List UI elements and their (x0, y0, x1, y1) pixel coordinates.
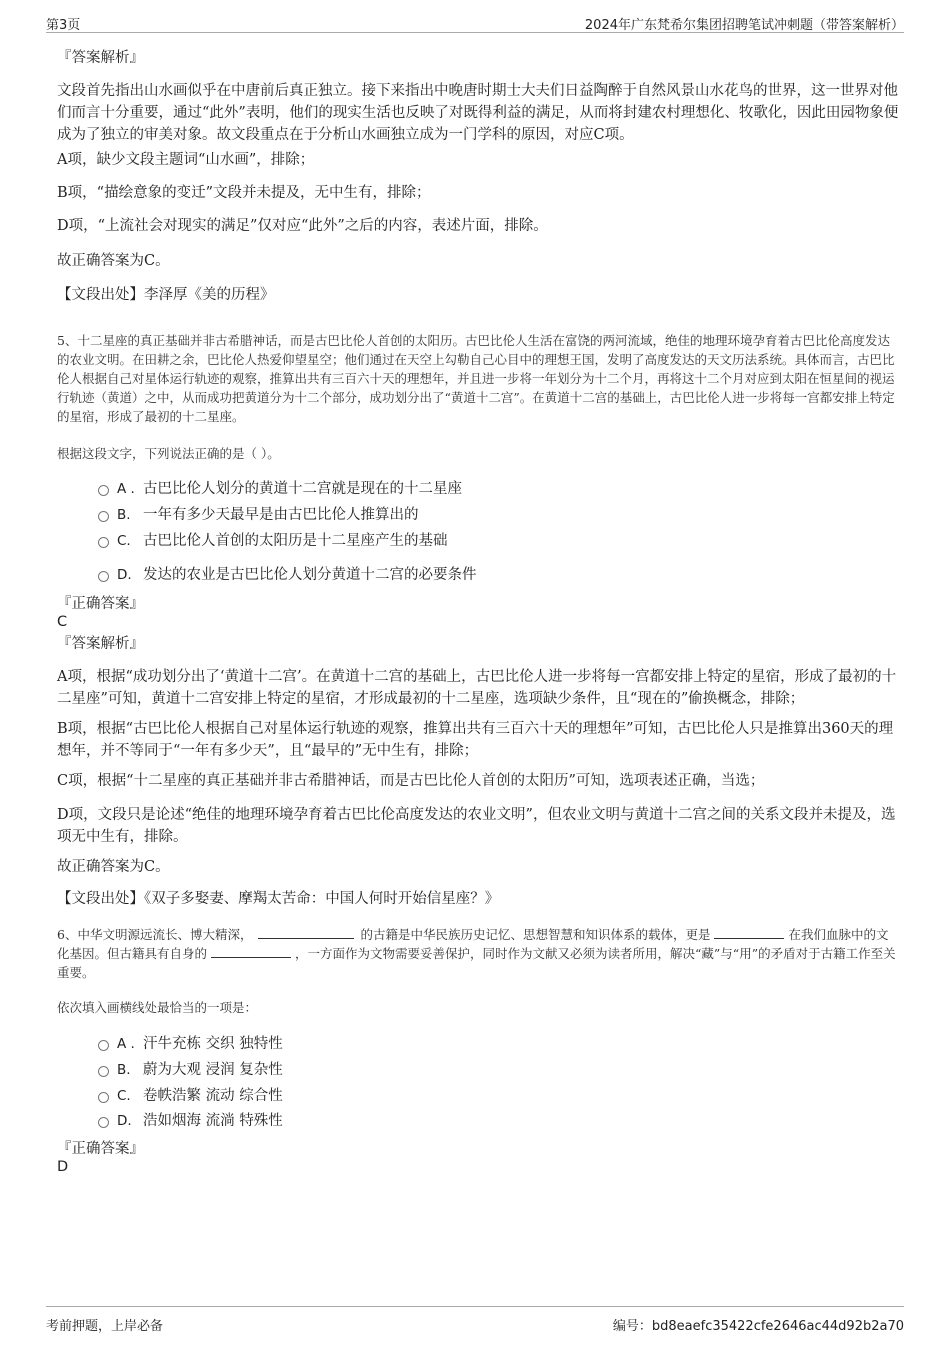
correct-answer: C (57, 614, 68, 630)
question-6-prompt: 依次填入画横线处最恰当的一项是： (57, 1000, 258, 1015)
answer-conclusion: 故正确答案为C。 (57, 859, 170, 875)
analysis-label: 『答案解析』 (57, 636, 144, 652)
analysis-option-b: B项，根据“古巴比伦人根据自己对星体运行轨迹的观察，推算出共有三百六十天的理想年”可知，古巴比伦人只是推算出360天的理想年，并不等同于“一年有多少天”，且“最早的”无中生有，排除； (57, 721, 894, 759)
radio-icon[interactable] (98, 1117, 109, 1128)
page-footer (46, 1306, 904, 1337)
correct-answer: D (57, 1159, 69, 1175)
analysis-option-a: A项，根据“成功划分出了‘黄道十二宫’。在黄道十二宫的基础上，古巴比伦人进一步将每一宫都安排上特定的星宿，形成了最初的十二星座”可知，黄道十二宫安排上特定的星宿，才形成最初的十二星座，选项缺少条件，且“现在的”偷换概念，排除； (57, 669, 897, 707)
question-6-stem: 6、中华文明源远流长、博大精深， 的古籍是中华民族历史记忆、思想智慧和知识体系的载体，更是 在我们血脉中的文化基因。但古籍具有自身的 ，一方面作为文物需要妥善保护，同时作为文献又必须为读者所用，解决“藏”与“用”的矛盾对于古籍工作至关重要。 (57, 927, 896, 980)
radio-icon[interactable] (98, 1092, 109, 1103)
radio-icon[interactable] (98, 1040, 109, 1051)
fill-blank-1[interactable] (258, 926, 354, 939)
analysis-option-d: D项，“上流社会对现实的满足”仅对应“此外”之后的内容，表述片面，排除。 (57, 218, 548, 234)
source-citation: 【文段出处】李泽厚《美的历程》 (57, 287, 275, 303)
fill-blank-3[interactable] (211, 945, 291, 958)
answer-conclusion: 故正确答案为C。 (57, 253, 170, 269)
analysis-paragraph: 文段首先指出山水画似乎在中唐前后真正独立。接下来指出中晚唐时期士大夫们日益陶醉于自然风景山水花鸟的世界，这一世界对他们而言十分重要，通过“此外”表明，他们的现实生活也反映了对既得利益的满足，从而将封建农村理想化、牧歌化，因此田园物象便成为了独立的审美对象。故文段重点在于分析山水画独立成为一门学科的原因，对应C项。 (57, 83, 899, 143)
q6-option-c[interactable]: C. 卷帙浩繁 流动 综合性 (98, 1085, 283, 1107)
q6-option-b[interactable]: B. 蔚为大观 浸润 复杂性 (98, 1059, 283, 1081)
q5-option-c[interactable]: C. 古巴比伦人首创的太阳历是十二星座产生的基础 (98, 530, 448, 552)
q5-option-d[interactable]: D. 发达的农业是古巴比伦人划分黄道十二宫的必要条件 (98, 564, 477, 586)
page-number: 第3页 (46, 18, 81, 33)
footer-slogan: 考前押题，上岸必备 (46, 1319, 164, 1334)
correct-answer-label: 『正确答案』 (57, 596, 144, 612)
page-header (46, 10, 904, 33)
correct-answer-label: 『正确答案』 (57, 1141, 144, 1157)
analysis-option-c: C项，根据“十二星座的真正基础并非古希腊神话，而是古巴比伦人首创的太阳历”可知，选项表述正确，当选； (57, 773, 765, 789)
q6-option-a[interactable]: A . 汗牛充栋 交织 独特性 (98, 1033, 283, 1055)
document-id: 编号：bd8eaefc35422cfe2646ac44d92b2a70 (612, 1319, 904, 1334)
q5-option-b[interactable]: B. 一年有多少天最早是由古巴比伦人推算出的 (98, 504, 419, 526)
document-title: 2024年广东梵希尔集团招聘笔试冲刺题（带答案解析） (584, 18, 904, 33)
analysis-option-a: A项，缺少文段主题词“山水画”，排除； (57, 152, 315, 168)
fill-blank-2[interactable] (714, 926, 784, 939)
question-5-prompt: 根据这段文字，下列说法正确的是（ ）。 (57, 446, 280, 461)
q5-option-a[interactable]: A . 古巴比伦人划分的黄道十二宫就是现在的十二星座 (98, 478, 462, 500)
radio-icon[interactable] (98, 485, 109, 496)
analysis-option-d: D项，文段只是论述“绝佳的地理环境孕育着古巴比伦高度发达的农业文明”，但农业文明与黄道十二宫之间的关系文段并未提及，选项无中生有，排除。 (57, 807, 896, 845)
analysis-label: 『答案解析』 (57, 50, 144, 66)
radio-icon[interactable] (98, 511, 109, 522)
question-5-stem: 5、十二星座的真正基础并非古希腊神话，而是古巴比伦人首创的太阳历。古巴比伦人生活在富饶的两河流域，绝佳的地理环境孕育着古巴比伦高度发达的农业文明。在田耕之余，巴比伦人热爱仰望星空；他们通过在天空上勾勒自己心目中的理想王国，发明了高度发达的天文历法系统。具体而言，古巴比伦人根据自己对星体运行轨迹的观察，推算出共有三百六十天的理想年，并且进一步将一年划分为十二个月，再将这十二个月对应到太阳在恒星间的视运行轨迹（黄道）之中，从而成功把黄道分为十二个部分，成功划分出了“黄道十二宫”。在黄道十二宫的基础上，古巴比伦人进一步将每一宫都安排上特定的星宿，形成了最初的十二星座。 (57, 333, 895, 424)
source-citation: 【文段出处】《双子多娶妻、摩羯太苦命：中国人何时开始信星座？》 (57, 891, 500, 907)
radio-icon[interactable] (98, 571, 109, 582)
q6-option-d[interactable]: D. 浩如烟海 流淌 特殊性 (98, 1110, 283, 1132)
analysis-option-b: B项，“描绘意象的变迁”文段并未提及，无中生有，排除； (57, 185, 431, 201)
radio-icon[interactable] (98, 537, 109, 548)
radio-icon[interactable] (98, 1066, 109, 1077)
